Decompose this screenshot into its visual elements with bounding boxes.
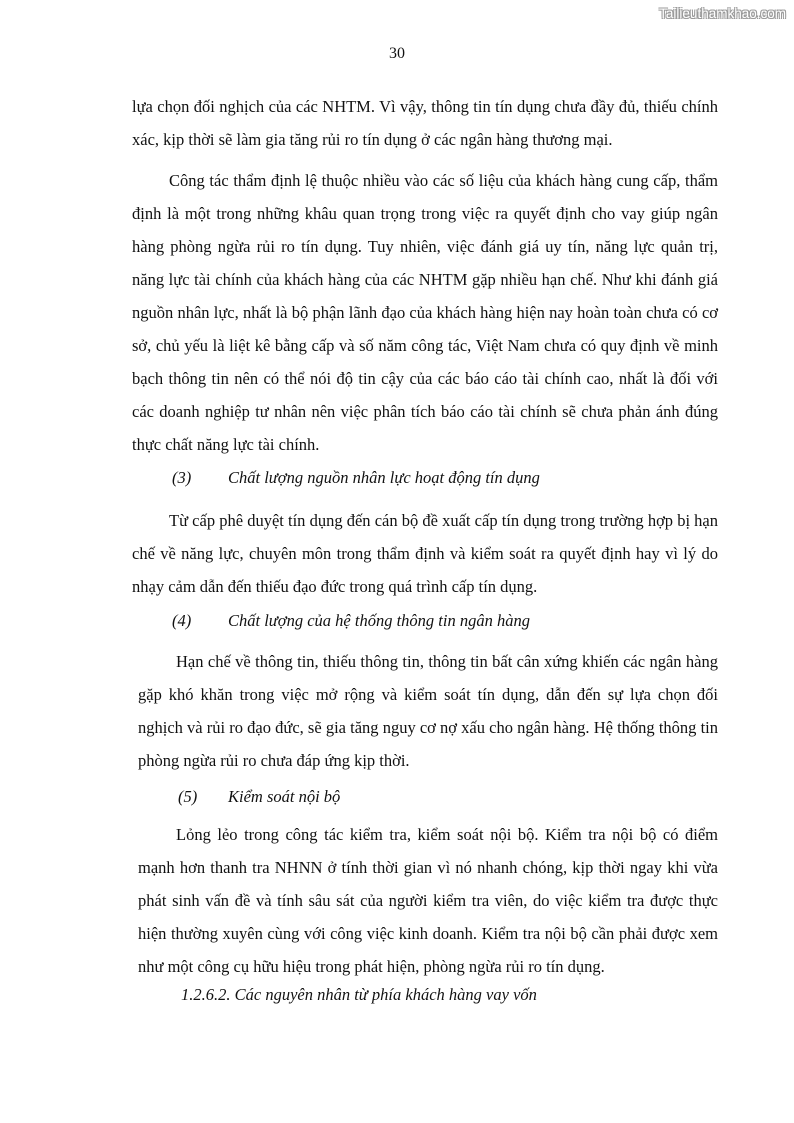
paragraph-3-text: Từ cấp phê duyệt tín dụng đến cán bộ đề xuất cấp tín dụng trong trường hợp bị hạn chế về năng lực, chuyên môn trong thẩm định và kiểm soát ra quyết định hay vì lý do nhạy cảm dẫn đến thiếu đạo đức trong quá trình cấp tín dụng. (132, 511, 718, 596)
paragraph-5-text: Lỏng lẻo trong công tác kiểm tra, kiểm soát nội bộ. Kiểm tra nội bộ có điểm mạnh hơn thanh tra NHNN ở tính thời gian vì nó nhanh chóng, kịp thời ngay khi vừa phát sinh vấn đề và tính sâu sát của người kiểm tra viên, do việc kiểm tra được thực hiện thường xuyên cùng với công việc kinh doanh. Kiểm tra nội bộ cần phải được xem như một công cụ hữu hiệu trong phát hiện, phòng ngừa rủi ro tín dụng. (138, 825, 718, 976)
heading-5-text: Kiểm soát nội bộ (228, 787, 341, 806)
heading-4 (172, 611, 530, 631)
watermark: Tailieuthamkhao.com (659, 6, 786, 21)
subheading: 1.2.6.2. Các nguyên nhân từ phía khách hàng vay vốn (181, 985, 537, 1004)
paragraph-2-text: Công tác thẩm định lệ thuộc nhiều vào các số liệu của khách hàng cung cấp, thẩm định là một trong những khâu quan trọng trong việc ra quyết định cho vay giúp ngân hàng phòng ngừa rủi ro tín dụng. Tuy nhiên, việc đánh giá uy tín, năng lực quản trị, năng lực tài chính của khách hàng của các NHTM gặp nhiều hạn chế. Như khi đánh giá nguồn nhân lực, nhất là bộ phận lãnh đạo của khách hàng hiện nay hoàn toàn chưa có cơ sở, chủ yếu là liệt kê bằng cấp và số năm công tác, Việt Nam chưa có quy định về minh bạch thông tin nên có thể nói độ tin cậy của các báo cáo tài chính cao, nhất là đối với các doanh nghiệp tư nhân nên việc phân tích báo cáo tài chính sẽ chưa phản ánh đúng thực chất năng lực tài chính. (132, 171, 718, 454)
page-number: 30 (389, 45, 405, 62)
heading-4-text: Chất lượng của hệ thống thông tin ngân hàng (228, 611, 530, 630)
paragraph-1-text: lựa chọn đối nghịch của các NHTM. Vì vậy, thông tin tín dụng chưa đầy đủ, thiếu chính xác, kịp thời sẽ làm gia tăng rủi ro tín dụng ở các ngân hàng thương mại. (132, 97, 718, 149)
paragraph-1 (132, 90, 718, 156)
heading-5 (178, 787, 340, 807)
heading-3 (172, 468, 540, 488)
paragraph-4 (138, 645, 718, 777)
paragraph-5 (138, 818, 718, 983)
heading-4-number: (4) (172, 611, 192, 630)
heading-5-number: (5) (178, 787, 198, 806)
heading-3-text: Chất lượng nguồn nhân lực hoạt động tín dụng (228, 468, 540, 487)
paragraph-3 (132, 504, 718, 603)
paragraph-2 (132, 164, 718, 461)
paragraph-4-text: Hạn chế về thông tin, thiếu thông tin, thông tin bất cân xứng khiến các ngân hàng gặp khó khăn trong việc mở rộng và kiểm soát tín dụng, dẫn đến sự lựa chọn đối nghịch và rủi ro đạo đức, sẽ gia tăng nguy cơ nợ xấu cho ngân hàng. Hệ thống thông tin phòng ngừa rủi ro chưa đáp ứng kịp thời. (138, 652, 718, 770)
heading-3-number: (3) (172, 468, 192, 487)
